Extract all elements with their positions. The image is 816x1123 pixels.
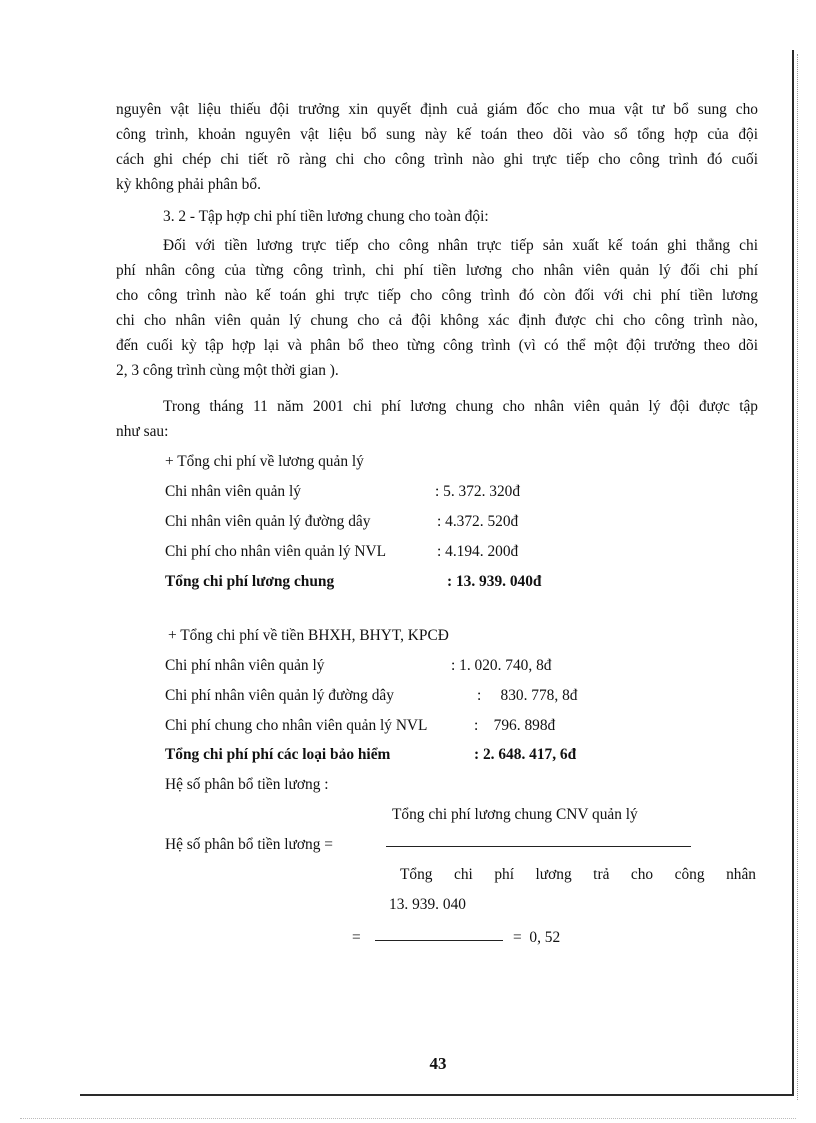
paragraph-2-line: phí nhân công của từng công trình, chi phí tiền lương cho nhân viên quản lý đối chi phí xyxy=(116,262,758,279)
paragraph-1 xyxy=(116,97,758,197)
coefficient-result: = 0, 52 xyxy=(513,929,561,946)
paragraph-2-line: Đối với tiền lương trực tiếp cho công nhân trực tiếp sản xuất kế toán ghi thẳng chi xyxy=(163,237,758,254)
paragraph-1-line: cách ghi chép chi tiết rõ ràng chi cho công trình nào ghi trực tiếp cho công trình đó cuối xyxy=(116,151,758,168)
salary-item-label: Chi nhân viên quản lý đường dây xyxy=(165,513,371,530)
paragraph-2-line: 2, 3 công trình cùng một thời gian ). xyxy=(116,362,339,379)
salary-item-value: : 4.194. 200đ xyxy=(437,543,519,560)
salary-item-value: : 4.372. 520đ xyxy=(437,513,519,530)
salary-item-label: Chi nhân viên quản lý xyxy=(165,483,301,500)
page-number: 43 xyxy=(429,1054,447,1073)
coefficient-label: Hệ số phân bổ tiền lương = xyxy=(165,836,333,853)
paragraph-1-line: nguyên vật liệu thiếu đội trưởng xin quyết định cuả giám đốc cho mua vật tư bổ sung cho xyxy=(116,101,758,118)
value-numerator: 13. 939. 040 xyxy=(389,896,466,913)
paragraph-3 xyxy=(116,394,758,444)
insurance-item-value: : 796. 898đ xyxy=(474,717,556,734)
insurance-item-label: Chi phí nhân viên quản lý xyxy=(165,657,325,674)
insurance-total-value: : 2. 648. 417, 6đ xyxy=(474,746,577,763)
fraction-numerator: Tổng chi phí lương chung CNV quản lý xyxy=(392,806,638,823)
paragraph-1-line: công trình, khoản nguyên vật liệu bổ sung này kế toán theo dõi vào sổ tổng hợp của đội xyxy=(116,126,758,143)
page-bottom-dotted-line xyxy=(20,1118,796,1119)
insurance-total-label: Tổng chi phí phí các loại bảo hiểm xyxy=(165,746,391,763)
salary-item-value: : 5. 372. 320đ xyxy=(435,483,521,500)
insurance-item-label: Chi phí chung cho nhân viên quản lý NVL xyxy=(165,717,428,734)
salary-total-value: : 13. 939. 040đ xyxy=(447,573,542,590)
value-fraction-line xyxy=(375,940,503,941)
section-heading: 3. 2 - Tập hợp chi phí tiền lương chung cho toàn đội: xyxy=(163,208,489,225)
insurance-item-value: : 830. 778, 8đ xyxy=(477,687,578,704)
paragraph-3-line: Trong tháng 11 năm 2001 chi phí lương chung cho nhân viên quản lý đội được tập xyxy=(163,398,758,415)
equals-sign: = xyxy=(352,929,361,946)
fraction-line xyxy=(386,846,691,847)
fraction-denominator: Tổng chi phí lương trả cho công nhân xyxy=(400,866,756,883)
salary-item-label: Chi phí cho nhân viên quản lý NVL xyxy=(165,543,386,560)
paragraph-2-line: chi cho nhân viên quản lý chung cho cả đội không xác định được chi cho công trình nào, xyxy=(116,312,758,329)
paragraph-3-line: như sau: xyxy=(116,423,169,440)
paragraph-1-line: kỳ không phải phân bổ. xyxy=(116,176,261,193)
insurance-item-label: Chi phí nhân viên quản lý đường dây xyxy=(165,687,394,704)
insurance-item-value: : 1. 020. 740, 8đ xyxy=(451,657,552,674)
paragraph-2 xyxy=(116,233,758,383)
salary-total-label: Tổng chi phí lương chung xyxy=(165,573,335,590)
paragraph-2-line: đến cuối kỳ tập hợp lại và phân bổ theo từng công trình (vì có thể một đội trưởng theo dõi xyxy=(116,337,758,354)
insurance-heading: + Tổng chi phí về tiền BHXH, BHYT, KPCĐ xyxy=(168,627,449,644)
salary-heading: + Tổng chi phí về lương quản lý xyxy=(165,453,364,470)
coefficient-intro: Hệ số phân bổ tiền lương : xyxy=(165,776,329,793)
paragraph-2-line: cho công trình nào kế toán ghi trực tiếp cho công trình đó còn đối với chi phí tiền lương xyxy=(116,287,758,304)
